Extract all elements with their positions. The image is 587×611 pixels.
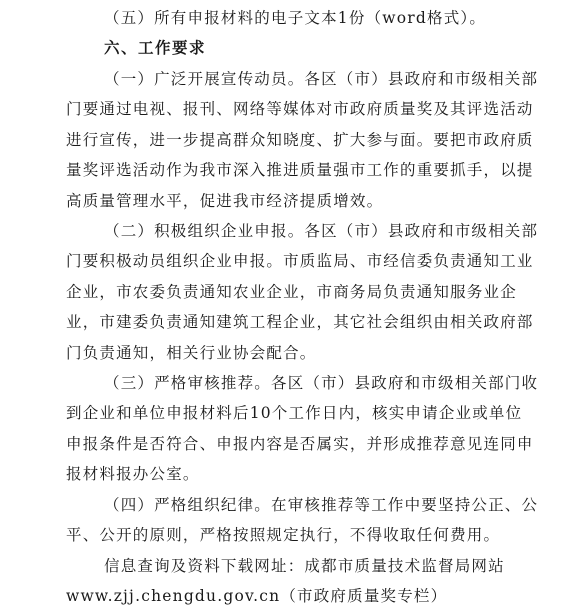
text-line-17: （四）严格组织纪律。在审核推荐等工作中要坚持公正、公 [104,496,539,514]
text-line-18: 平、公开的原则，严格按照规定执行，不得收取任何费用。 [66,526,501,544]
text-line-6: 量奖评选活动作为我市深入推进质量强市工作的重要抓手，以提 [66,161,534,179]
text-line-1: （五）所有申报材料的电子文本1份（word格式）。 [104,9,487,27]
text-line-10: 企业，市农委负责通知农业企业，市商务局负责通知服务业企 [66,283,517,301]
text-line-9: 门要积极动员组织企业申报。市质监局、市经信委负责通知工业 [66,252,534,270]
text-line-14: 到企业和单位申报材料后10个工作日内，核实申请企业或单位 [66,404,523,422]
text-line-4: 门要通过电视、报刊、网络等媒体对市政府质量奖及其评选活动 [66,100,534,118]
text-line-13: （三）严格审核推荐。各区（市）县政府和市级相关部门收 [104,374,539,392]
text-line-3: （一）广泛开展宣传动员。各区（市）县政府和市级相关部 [104,70,539,88]
text-line-15: 申报条件是否符合、申报内容是否属实，并形成推荐意见连同申 [66,435,534,453]
section-heading: 六、工作要求 [104,38,207,57]
text-line-8: （二）积极组织企业申报。各区（市）县政府和市级相关部 [104,222,539,240]
text-line-16: 报材料报办公室。 [66,465,200,483]
text-line-11: 业，市建委负责通知建筑工程企业，其它社会组织由相关政府部 [66,313,534,331]
text-line-7: 高质量管理水平，促进我市经济提质增效。 [66,192,384,210]
text-line-19: 信息查询及资料下载网址：成都市质量技术监督局网站 [104,557,505,575]
text-line-5: 进行宣传，进一步提高群众知晓度、扩大参与面。要把市政府质 [66,131,534,149]
text-line-12: 门负责通知，相关行业协会配合。 [66,344,317,362]
text-line-20: www.zjj.chengdu.gov.cn（市政府质量奖专栏） [66,587,448,605]
